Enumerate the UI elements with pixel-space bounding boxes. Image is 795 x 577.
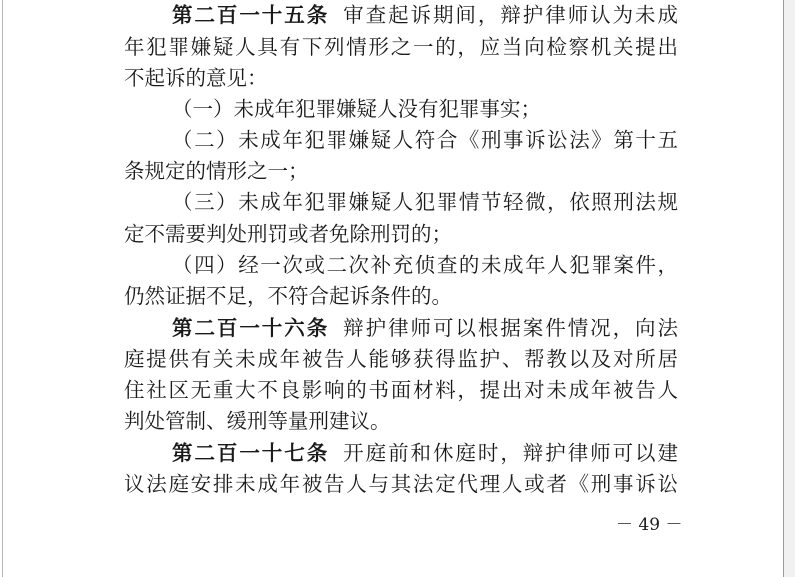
- article-215-text-1: 审查起诉期间，辩护律师认为未成: [343, 3, 679, 27]
- article-215-item-4-line-2: 仍然证据不足，不符合起诉条件的。: [124, 284, 452, 308]
- article-217-line-2: 议法庭安排未成年被告人与其法定代理人或者《刑事诉讼: [124, 472, 678, 496]
- article-215-item-1: （一）未成年犯罪嫌疑人没有犯罪事实；: [172, 97, 541, 121]
- article-215-item-2-line-2: 条规定的情形之一；: [124, 159, 309, 183]
- article-216-line-2: 庭提供有关未成年被告人能够获得监护、帮教以及对所居: [124, 347, 678, 371]
- article-217-text-1: 开庭前和休庭时，辩护律师可以建: [343, 441, 679, 465]
- page-left-edge: [2, 0, 3, 577]
- article-215-line-1: [172, 0, 678, 32]
- article-215-line-3: 不起诉的意见：: [124, 66, 268, 90]
- article-215-number: 第二百一十五条: [172, 3, 330, 27]
- article-215-item-2-line-1: （二）未成年犯罪嫌疑人符合《刑事诉讼法》第十五: [172, 128, 678, 152]
- article-217-number: 第二百一十七条: [172, 441, 330, 465]
- page-number: － 49 －: [616, 515, 683, 535]
- article-216-line-3: 住社区无重大不良影响的书面材料，提出对未成年被告人: [124, 378, 678, 402]
- article-216-line-1: [172, 311, 678, 345]
- window-right-edge: [783, 0, 795, 577]
- article-216-number: 第二百一十六条: [172, 316, 330, 340]
- article-215-line-2: 年犯罪嫌疑人具有下列情形之一的，应当向检察机关提出: [124, 35, 678, 59]
- article-215-item-3-line-1: （三）未成年犯罪嫌疑人犯罪情节轻微，依照刑法规: [172, 190, 678, 214]
- article-215-item-4-line-1: （四）经一次或二次补充侦查的未成年人犯罪案件，: [172, 253, 678, 277]
- article-217-line-1: [172, 436, 678, 470]
- article-216-text-1: 辩护律师可以根据案件情况，向法: [343, 316, 679, 340]
- article-216-line-4: 判处管制、缓刑等量刑建议。: [124, 409, 391, 433]
- article-215-item-3-line-2: 定不需要判处刑罚或者免除刑罚的；: [124, 222, 452, 246]
